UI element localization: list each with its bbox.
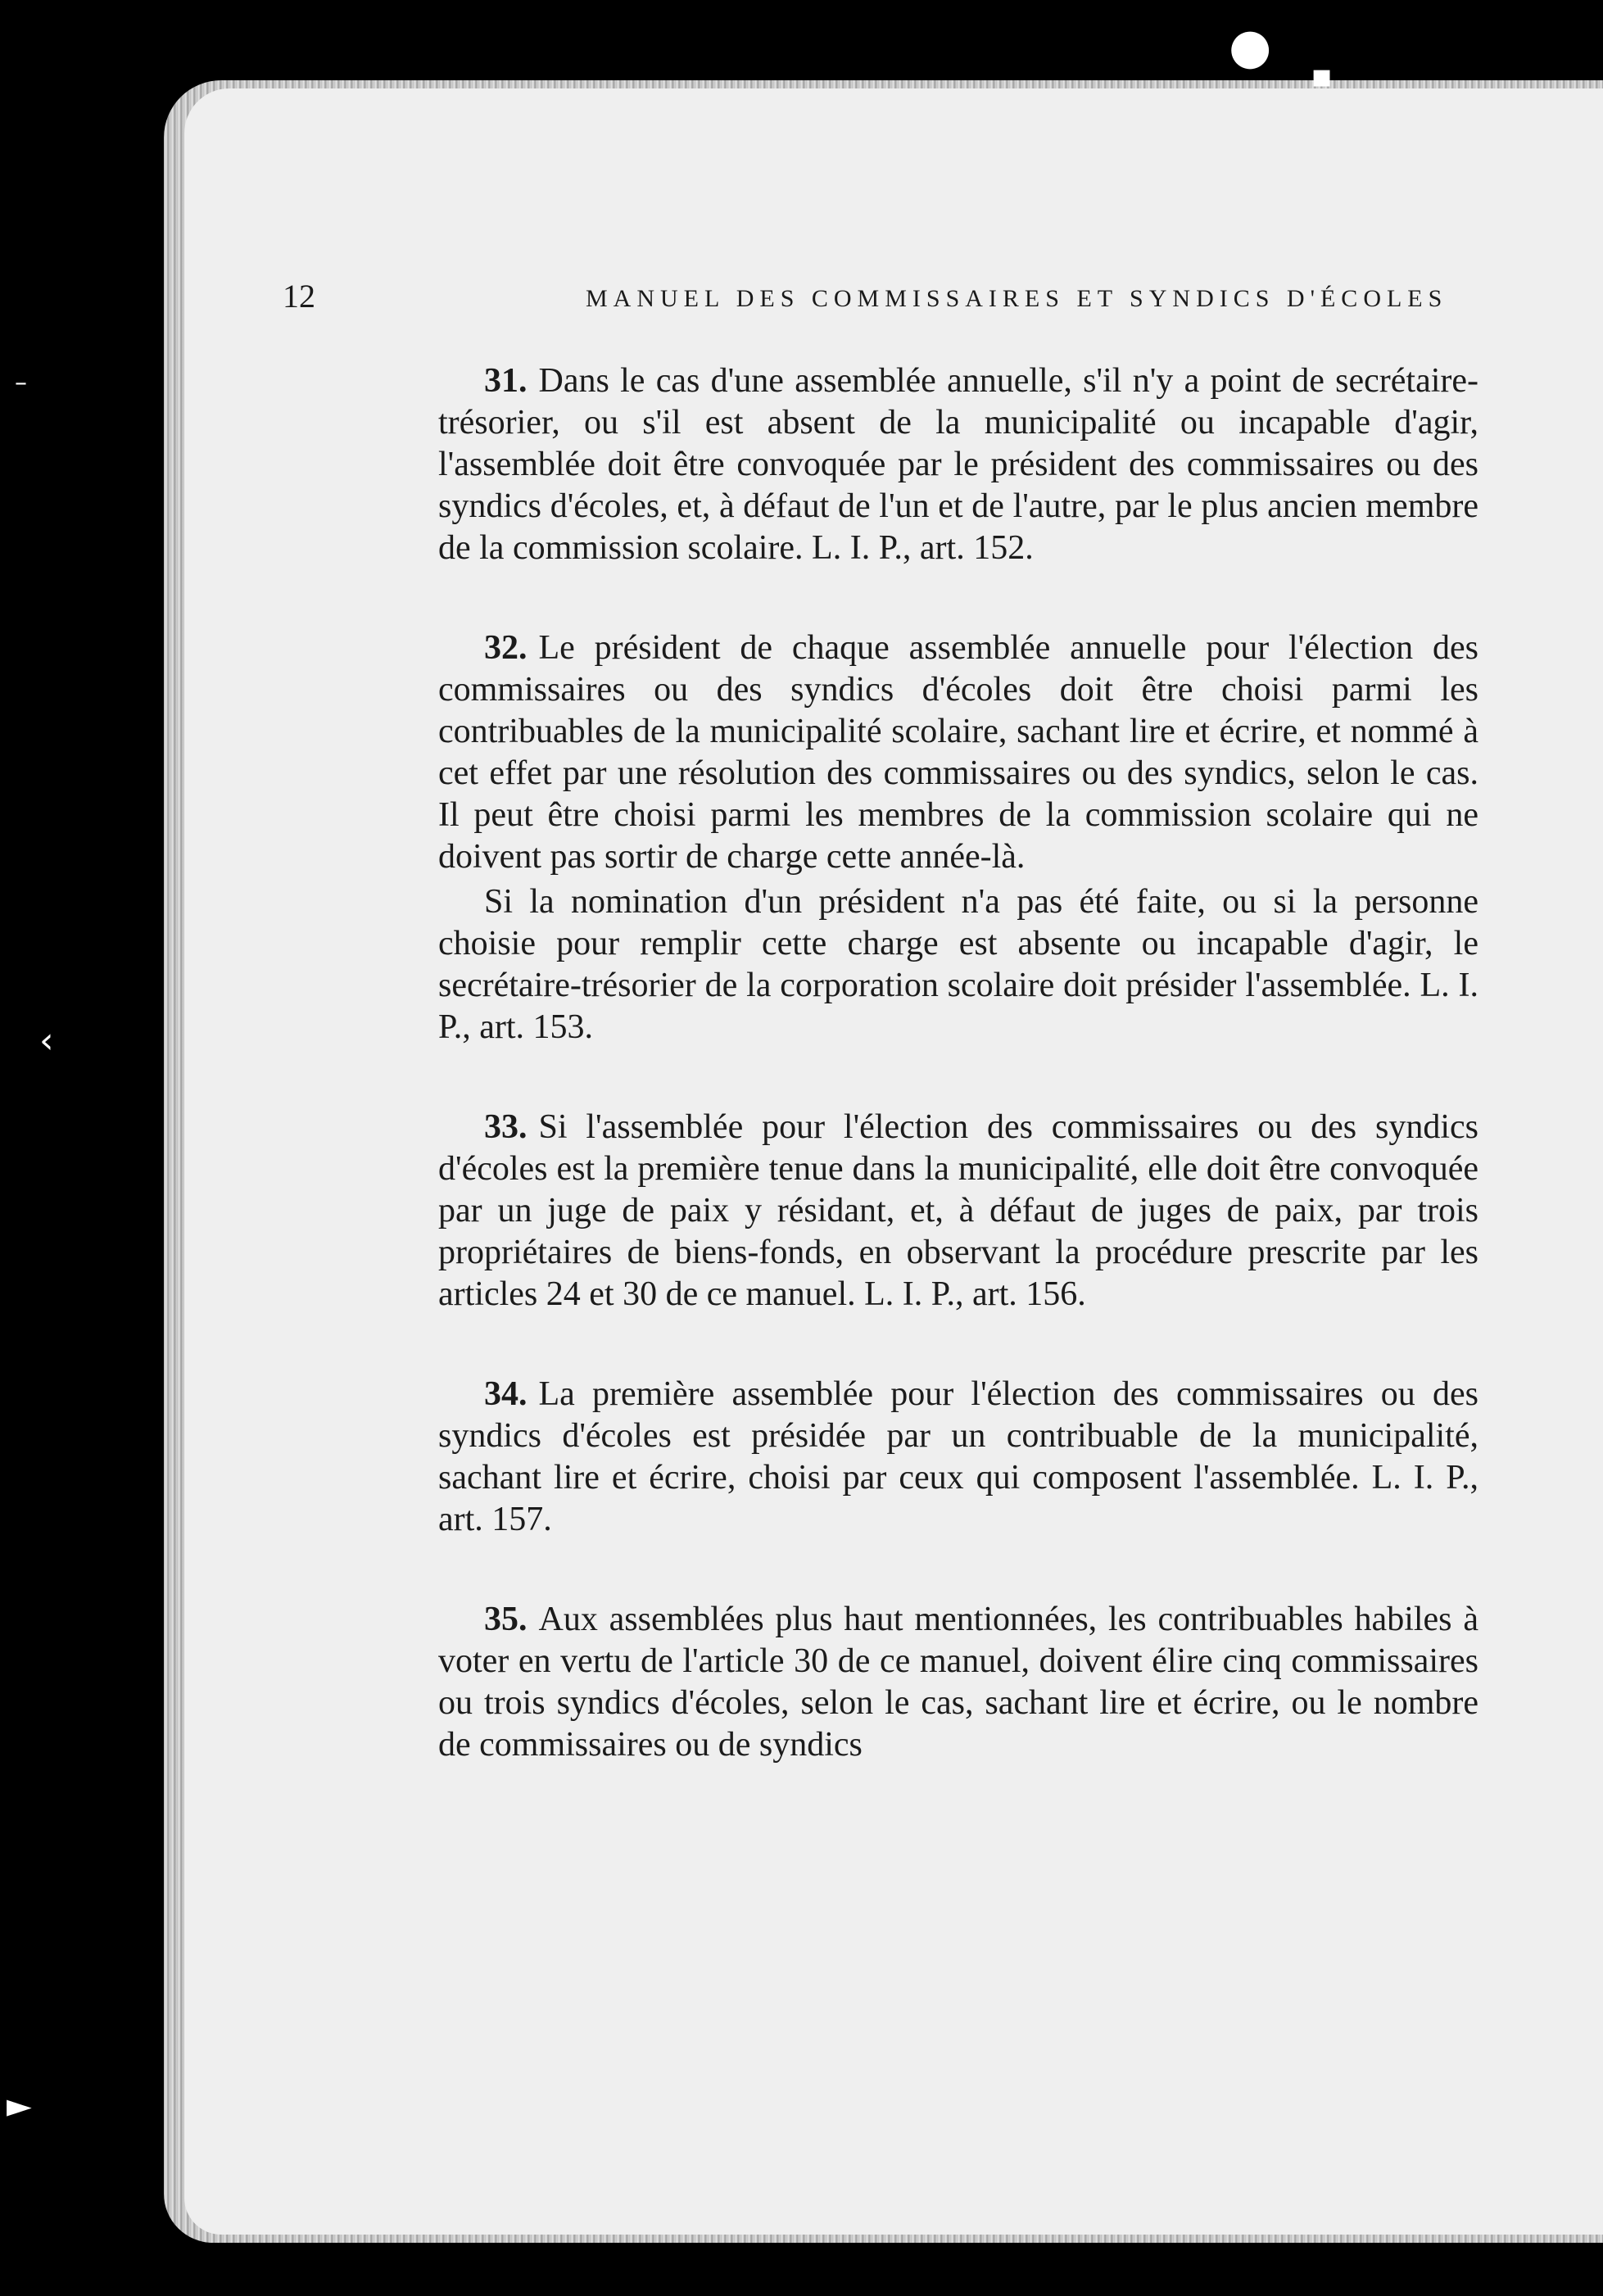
article-text: Si l'assemblée pour l'élection des commissaires ou des syndics d'écoles est la première tenue dans la municipalité, elle doit être convoquée par un juge de paix y résidant, et, à défaut de juges de paix, par trois propriétaires de biens-fonds, en observant la procédure prescrite par les articles 24 et 30 de ce manuel. L. I. P., art. 156.	[438, 1108, 1478, 1313]
scan-speck: ►	[7, 2087, 32, 2125]
article-text: Le président de chaque assemblée annuelle pour l'élection des commissaires ou des syndics d'écoles doit être choisi parmi les contribuables de la municipalité scolaire, sachant lire et écrire, et nommé à cet effet par une résolution des commissaires ou des syndics, selon le cas. Il peut être choisi parmi les membres de la commission scolaire qui ne doivent pas sortir de charge cette année-là.	[438, 629, 1478, 876]
article-number: 35.	[484, 1601, 528, 1638]
article-paragraph	[438, 1107, 1478, 1316]
article-paragraph	[438, 627, 1478, 878]
scan-speck: ●	[1229, 18, 1272, 75]
article-35	[438, 1599, 1478, 1766]
article-number: 32.	[484, 629, 528, 667]
article-paragraph	[438, 881, 1478, 1048]
article-text: La première assemblée pour l'élection des commissaires ou des syndics d'écoles est présidée par un contribuable de la municipalité, sachant lire et écrire, choisi par ceux qui composent l'assemblée. L. I. P., art. 157.	[438, 1375, 1478, 1538]
article-31	[438, 360, 1478, 569]
scan-speck: ▪	[1311, 57, 1334, 95]
article-text: Aux assemblées plus haut mentionnées, les contribuables habiles à voter en vertu de l'article 30 de ce manuel, doivent élire cinq commissaires ou trois syndics d'écoles, selon le cas, sachant lire et écrire, ou le nombre de commissaires ou de syndics	[438, 1601, 1478, 1764]
page-number: 12	[283, 278, 315, 315]
article-paragraph	[438, 1374, 1478, 1541]
article-34	[438, 1374, 1478, 1541]
scan-speck: –	[15, 369, 27, 397]
scan-speck: ‹	[39, 1020, 54, 1062]
article-paragraph	[438, 360, 1478, 569]
article-number: 31.	[484, 362, 528, 400]
running-head: MANUEL DES COMMISSAIRES ET SYNDICS D'ÉCOLES	[586, 285, 1448, 312]
article-text: Si la nomination d'un président n'a pas été faite, ou si la personne choisie pour remplir cette charge est absente ou incapable d'agir, le secrétaire-trésorier de la corporation scolaire doit présider l'assemblée. L. I. P., art. 153.	[438, 883, 1478, 1046]
body-text	[438, 360, 1478, 1766]
article-33	[438, 1107, 1478, 1316]
article-text: Dans le cas d'une assemblée annuelle, s'il n'y a point de secrétaire-trésorier, ou s'il est absent de la municipalité ou incapable d'agir, l'assemblée doit être convoquée par le président des commissaires ou des syndics d'écoles, et, à défaut de l'un et de l'autre, par le plus ancien membre de la commission scolaire. L. I. P., art. 152.	[438, 362, 1478, 567]
article-number: 33.	[484, 1108, 528, 1146]
article-32	[438, 627, 1478, 1048]
article-paragraph	[438, 1599, 1478, 1766]
article-number: 34.	[484, 1375, 528, 1413]
